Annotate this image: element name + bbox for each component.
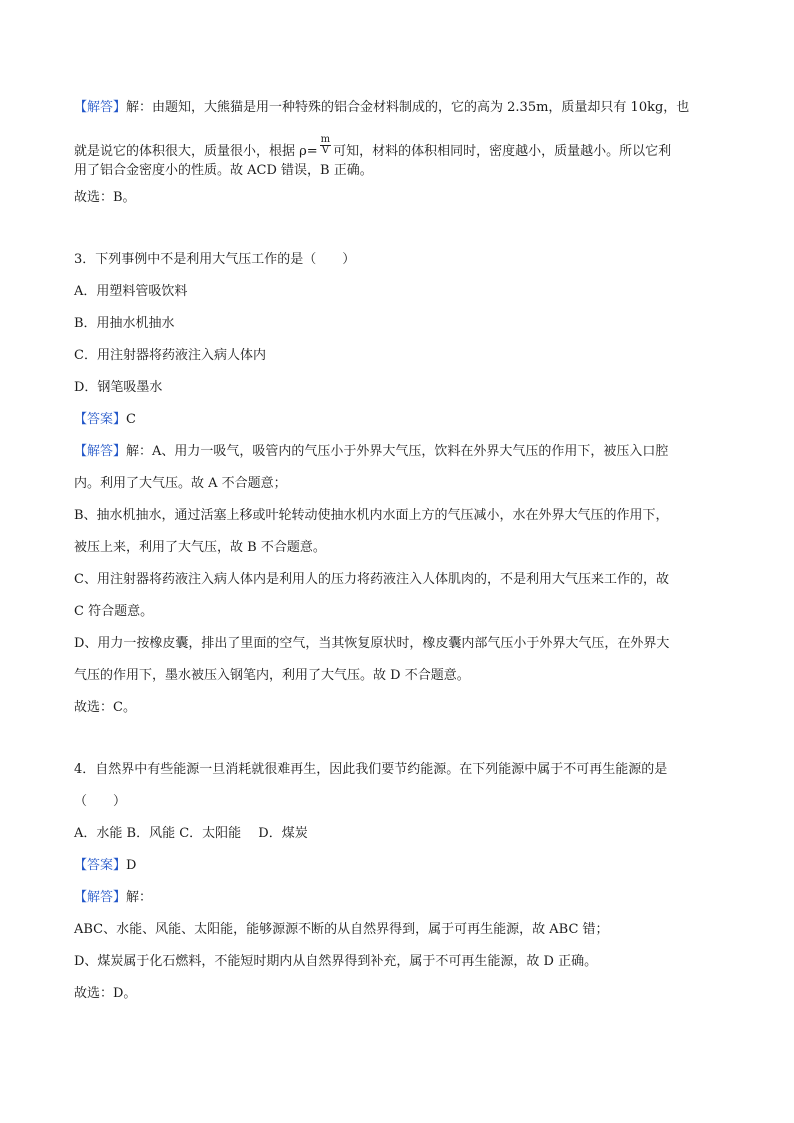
q3-option-c: C．用注射器将药液注入病人体内 — [74, 348, 266, 363]
q3-jieda-line4: 被压上来，利用了大气压，故 B 不合题意。 — [74, 540, 326, 555]
q4-jieda-head-text: 解： — [126, 890, 153, 905]
q2-jieda-text1: 解：由题知，大熊猫是用一种特殊的铝合金材料制成的，它的高为 2.35m，质量却只有 10kg，也 — [126, 100, 690, 115]
jieda-tag: 【解答】 — [74, 100, 127, 115]
jieda-tag: 【解答】 — [74, 444, 127, 459]
q4-jieda-line1: ABC、水能、风能、太阳能，能够源源不断的从自然界得到，属于可再生能源，故 ABC 错； — [74, 922, 609, 937]
q2-choice: 故选：B。 — [74, 190, 136, 205]
daan-tag: 【答案】 — [74, 412, 127, 427]
q3-jieda-line8: 气压的作用下，墨水被压入钢笔内，利用了大气压。故 D 不合题意。 — [74, 668, 470, 683]
q3-answer-line — [74, 411, 136, 429]
jieda-tag: 【解答】 — [74, 890, 127, 905]
q2-jieda-line1 — [74, 99, 689, 117]
q2-jieda-text2b: 可知，材料的体积相同时，密度越小，质量越小。所以它利 — [333, 144, 672, 159]
q2-jieda-text2a: 就是说它的体积很大，质量很小，根据 ρ= — [74, 144, 318, 159]
q3-stem: 3．下列事例中不是利用大气压工作的是（ ） — [74, 252, 356, 267]
formula-numerator: m — [320, 134, 331, 145]
q3-option-d: D．钢笔吸墨水 — [74, 380, 163, 395]
q2-jieda-line2 — [74, 134, 672, 162]
q4-stem-line2: （ ） — [74, 794, 127, 809]
q4-options: A．水能 B．风能 C．太阳能 D．煤炭 — [74, 826, 308, 841]
q4-answer: D — [126, 858, 137, 873]
q3-jieda-line5: C、用注射器将药液注入病人体内是利用人的压力将药液注入人体肌肉的，不是利用大气压来工作的，故 — [74, 572, 669, 587]
q3-jieda-text1: 解：A、用力一吸气，吸管内的气压小于外界大气压，饮料在外界大气压的作用下，被压入口腔 — [126, 444, 669, 459]
q3-option-b: B．用抽水机抽水 — [74, 316, 175, 331]
q3-jieda-line7: D、用力一按橡皮囊，排出了里面的空气，当其恢复原状时，橡皮囊内部气压小于外界大气压，在外界大 — [74, 636, 670, 651]
formula-denominator: V — [321, 145, 330, 156]
q4-choice: 故选：D。 — [74, 986, 137, 1001]
q4-answer-line — [74, 857, 136, 875]
density-formula — [320, 135, 331, 156]
q3-jieda-line3: B、抽水机抽水，通过活塞上移或叶轮转动使抽水机内水面上方的气压减小，水在外界大气压的作用下， — [74, 508, 669, 523]
q4-jieda-head — [74, 889, 152, 907]
q3-answer: C — [126, 412, 136, 427]
q2-jieda-line3: 用了铝合金密度小的性质。故 ACD 错误，B 正确。 — [74, 163, 373, 178]
q4-jieda-line2: D、煤炭属于化石燃料，不能短时期内从自然界得到补充，属于不可再生能源，故 D 正确。 — [74, 954, 598, 969]
q4-stem-line1: 4．自然界中有些能源一旦消耗就很难再生，因此我们要节约能源。在下列能源中属于不可再生能源的是 — [74, 762, 668, 777]
q3-jieda-line1 — [74, 443, 668, 461]
daan-tag: 【答案】 — [74, 858, 127, 873]
q3-jieda-line2: 内。利用了大气压。故 A 不合题意； — [74, 476, 287, 491]
q3-choice: 故选：C。 — [74, 700, 136, 715]
q3-option-a: A．用塑料管吸饮料 — [74, 284, 188, 299]
q3-jieda-line6: C 符合题意。 — [74, 604, 154, 619]
